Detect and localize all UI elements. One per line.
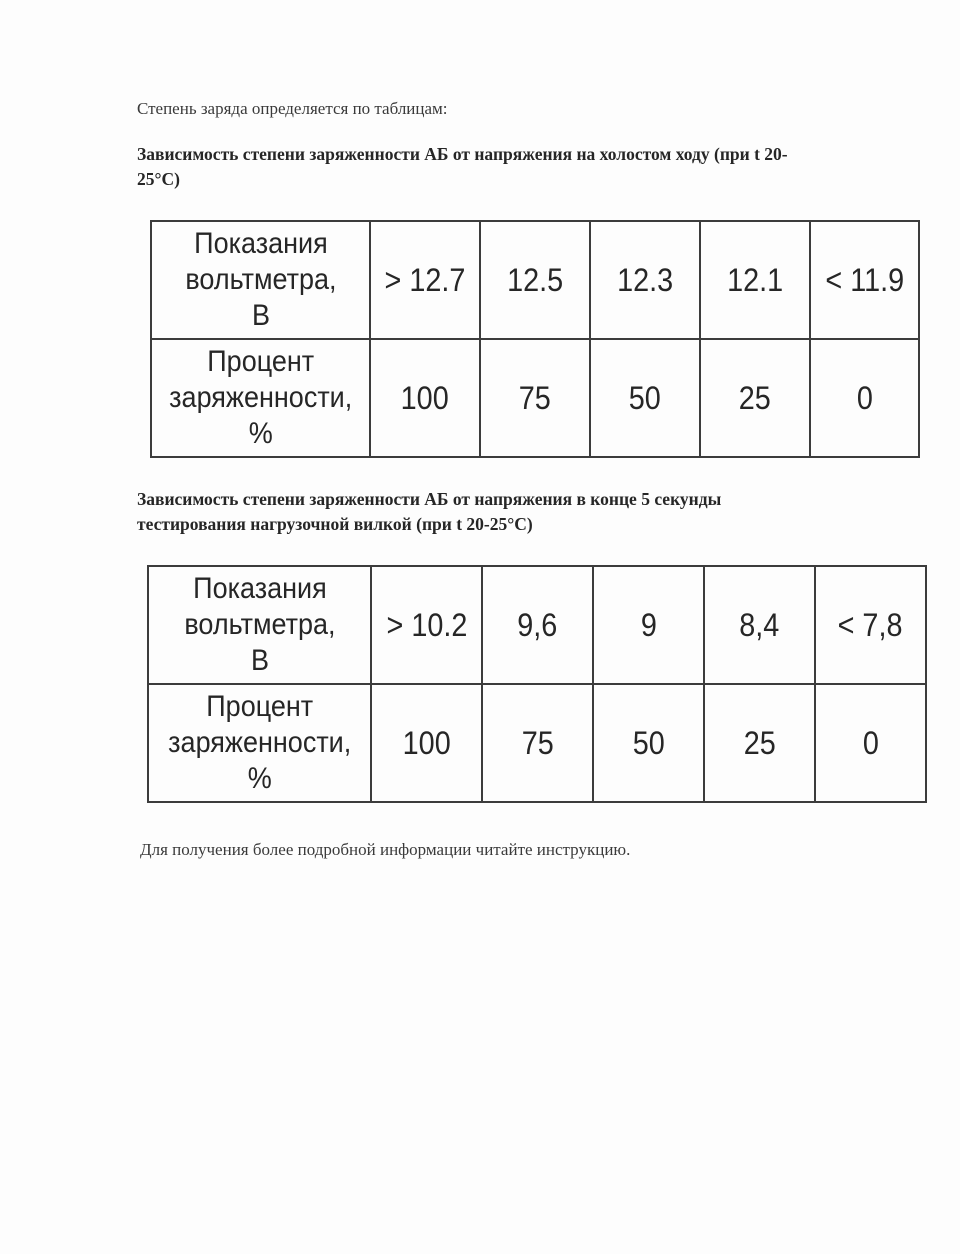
voltage-cell: < 7,8	[815, 566, 926, 684]
voltage-cell: 8,4	[704, 566, 815, 684]
table-1-heading-line-1: Зависимость степени заряженности АБ от напряжения на холостом ходу (при t 20-	[137, 144, 788, 164]
percent-cell: 25	[704, 684, 815, 802]
row-header-line: Показания	[192, 572, 327, 605]
voltage-cell: 12.5	[480, 221, 590, 339]
voltage-cell: > 10.2	[371, 566, 482, 684]
table-row-percent	[151, 339, 919, 457]
table-row-voltage	[148, 566, 926, 684]
row-header-line: В	[251, 299, 270, 332]
row-header-line: Процент	[207, 345, 314, 378]
percent-cell: 0	[810, 339, 919, 457]
voltage-cell: 9,6	[482, 566, 593, 684]
percent-cell: 100	[370, 339, 480, 457]
row-header-line: Показания	[193, 227, 328, 260]
row-header-line: В	[250, 644, 269, 677]
row-header-voltage	[151, 221, 370, 339]
row-header-line: заряженности,	[167, 726, 352, 759]
percent-cell: 75	[482, 684, 593, 802]
percent-cell: 75	[480, 339, 590, 457]
table-2-heading-line-2: тестирования нагрузочной вилкой (при t 20-25°C)	[137, 514, 533, 534]
percent-cell: 50	[593, 684, 704, 802]
voltage-cell: > 12.7	[370, 221, 480, 339]
table-row-voltage	[151, 221, 919, 339]
voltage-cell: 12.3	[590, 221, 700, 339]
voltage-cell: 12.1	[700, 221, 810, 339]
table-1-heading	[137, 142, 788, 192]
row-header-line: %	[247, 762, 272, 795]
percent-cell: 0	[815, 684, 926, 802]
percent-cell: 50	[590, 339, 700, 457]
table-1-heading-line-2: 25°C)	[137, 169, 180, 189]
row-header-line: %	[248, 417, 273, 450]
row-header-line: заряженности,	[168, 381, 353, 414]
row-header-voltage	[148, 566, 371, 684]
voltage-cell: < 11.9	[810, 221, 919, 339]
row-header-percent	[148, 684, 371, 802]
row-header-percent	[151, 339, 370, 457]
percent-cell: 100	[371, 684, 482, 802]
idle-voltage-charge-table	[150, 220, 920, 458]
row-header-line: вольтметра,	[184, 263, 337, 296]
row-header-line: Процент	[206, 690, 313, 723]
table-row-percent	[148, 684, 926, 802]
table-2-heading-line-1: Зависимость степени заряженности АБ от напряжения в конце 5 секунды	[137, 489, 722, 509]
intro-text: Степень заряда определяется по таблицам:	[137, 99, 448, 118]
table-2-heading	[137, 487, 721, 537]
percent-cell: 25	[700, 339, 810, 457]
voltage-cell: 9	[593, 566, 704, 684]
row-header-line: вольтметра,	[183, 608, 336, 641]
load-test-voltage-charge-table	[147, 565, 927, 803]
footer-text: Для получения более подробной информации читайте инструкцию.	[140, 840, 631, 859]
